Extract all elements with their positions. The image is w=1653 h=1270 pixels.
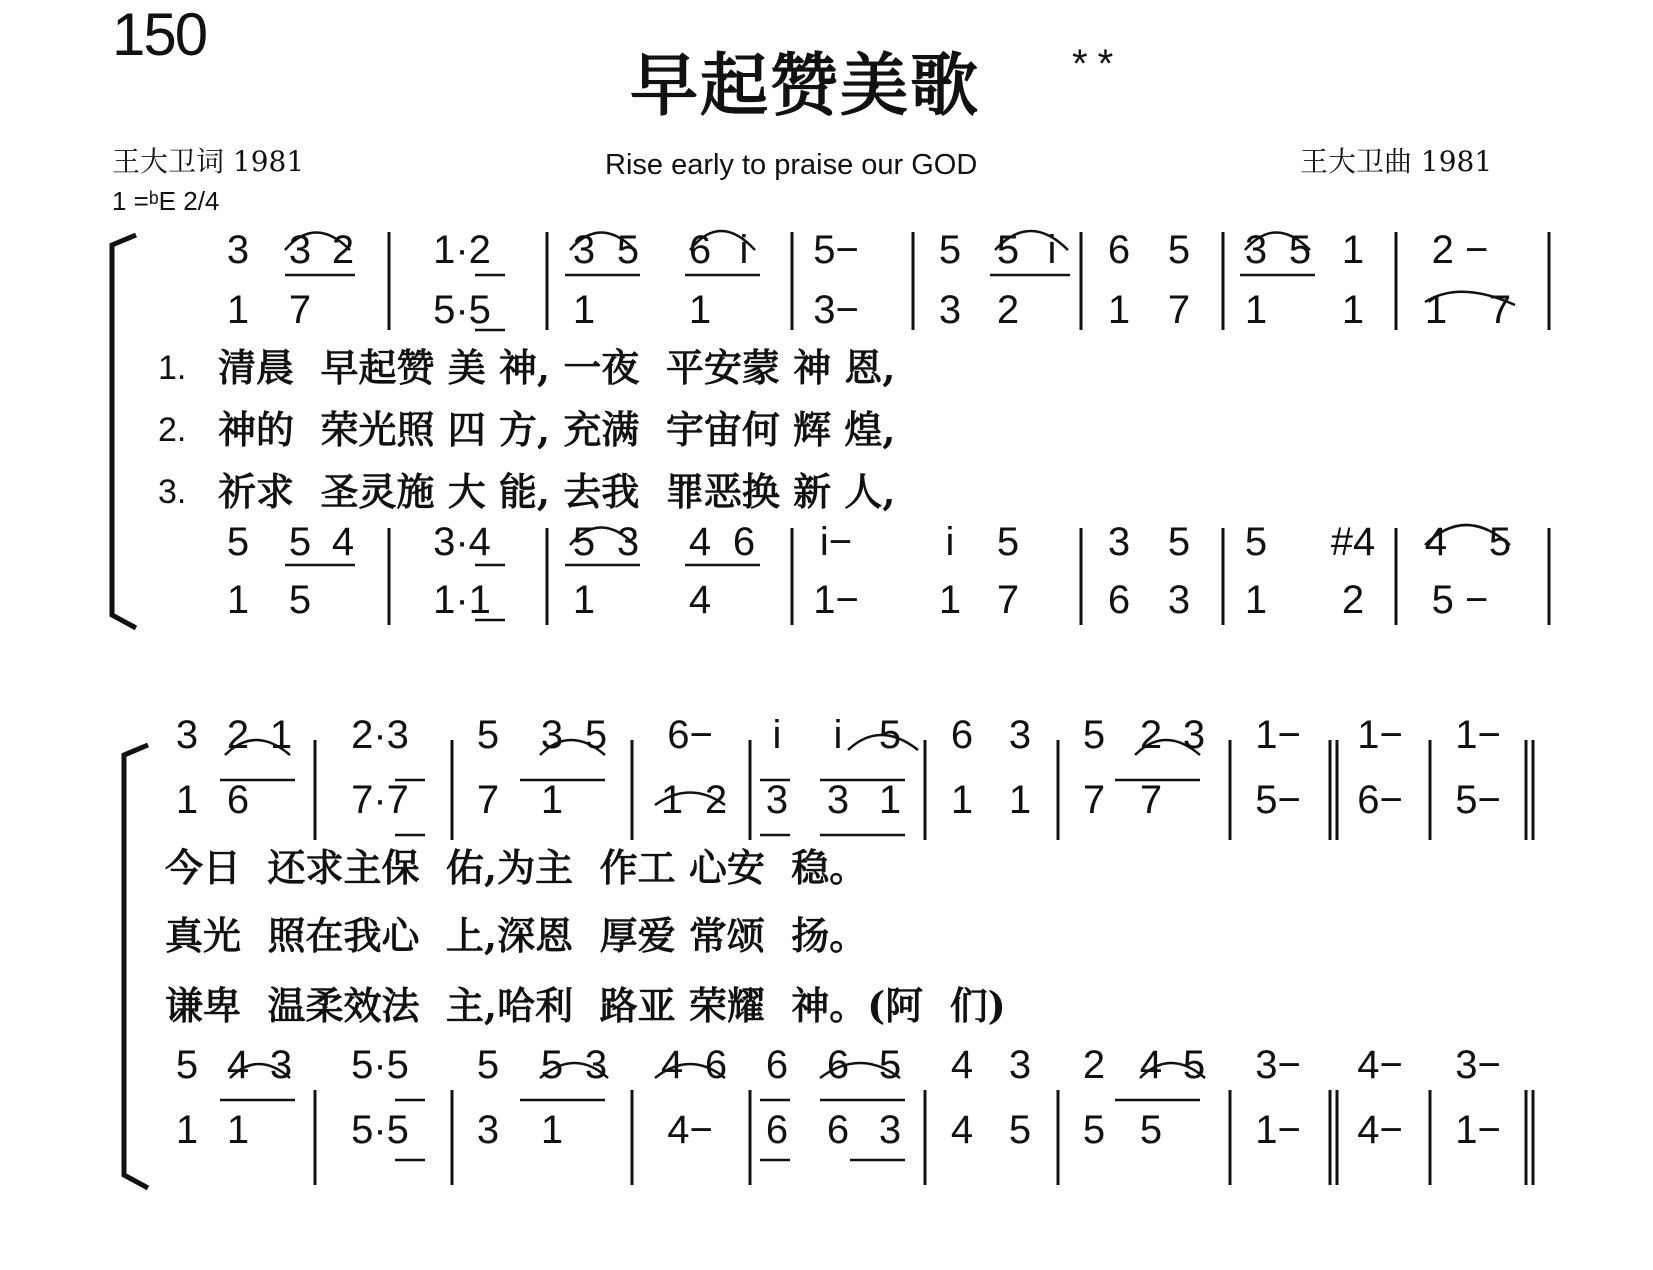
note: 3 (572, 228, 596, 272)
difficulty-stars: ** (1072, 42, 1124, 86)
note: 4 (660, 1043, 684, 1087)
note: 1·2 (433, 228, 491, 272)
verse-line: 今日 还求主保 佑,为主 作工 心安 稳。 (165, 845, 868, 890)
note: 4 (950, 1043, 974, 1087)
note: 7 (1139, 778, 1163, 822)
note: 3 (288, 228, 312, 272)
note: 5 (996, 520, 1020, 564)
note: 1− (1357, 713, 1403, 757)
composer-credit: 王大卫曲 1981 (1300, 145, 1493, 178)
note: 7 (1082, 778, 1106, 822)
english-subtitle: Rise early to praise our GOD (605, 149, 978, 181)
note: 5 (540, 1043, 564, 1087)
note: 5 (1488, 520, 1512, 564)
note: 1 (1008, 778, 1032, 822)
note: 2 (1139, 713, 1163, 757)
note: 1 (1244, 288, 1268, 332)
note: 3− (1455, 1043, 1501, 1087)
note: 5 (288, 520, 312, 564)
note: 5 (476, 713, 500, 757)
note: 6 (826, 1108, 850, 1152)
note: 3 (226, 228, 250, 272)
note: 5 (1244, 520, 1268, 564)
note: 3 (1008, 713, 1032, 757)
note: 5 (1167, 228, 1191, 272)
note: 5 (226, 520, 250, 564)
note: 4 (1424, 520, 1448, 564)
note: 6 (732, 520, 756, 564)
note: 1 (1424, 288, 1448, 332)
note: 6 (704, 1043, 728, 1087)
note: 2 − (1431, 228, 1489, 272)
note: 3 (1167, 578, 1191, 622)
note: 1 (175, 1108, 199, 1152)
note: 1 (878, 778, 902, 822)
note: 3 (269, 1043, 293, 1087)
note: 1 (1107, 288, 1131, 332)
note: 6 (950, 713, 974, 757)
note: 6 (765, 1043, 789, 1087)
note: 7 (1488, 288, 1512, 332)
hymn-number: 150 (112, 1, 207, 68)
note: 3 (1107, 520, 1131, 564)
note: 1 (660, 778, 684, 822)
verse-line: 神的 荣光照 四 方, 充满 宇宙何 辉 煌, (218, 407, 896, 452)
note: 5 (288, 578, 312, 622)
note: #4 (1330, 520, 1376, 564)
key-time-signature: 1 =ᵇE 2/4 (112, 186, 220, 216)
note: 1·1 (433, 578, 491, 622)
note: 7 (288, 288, 312, 332)
note: 1 (226, 578, 250, 622)
note: i (739, 228, 749, 272)
note: i (772, 713, 782, 757)
note: 1 (1341, 228, 1365, 272)
note: 2 (704, 778, 728, 822)
note: 3− (1255, 1043, 1301, 1087)
note: 7 (1167, 288, 1191, 332)
note: 1 (540, 778, 564, 822)
note: 3·4 (433, 520, 491, 564)
note: 1− (1455, 1108, 1501, 1152)
note: 5 (878, 1043, 902, 1087)
note: 1 (938, 578, 962, 622)
note: 4− (1357, 1108, 1403, 1152)
note: 1 (572, 288, 596, 332)
note: 1 (1341, 288, 1365, 332)
note: 5 (1082, 713, 1106, 757)
note: 5− (1255, 778, 1301, 822)
note: 4 (331, 520, 355, 564)
note: 6− (667, 713, 713, 757)
note: 3 (175, 713, 199, 757)
verse-line: 谦卑 温柔效法 主,哈利 路亚 荣耀 神。(阿 们) (165, 983, 1006, 1028)
note: 5 (1082, 1108, 1106, 1152)
note: 3 (765, 778, 789, 822)
note: 5·5 (351, 1043, 409, 1087)
note: 3 (540, 713, 564, 757)
verse-line: 祈求 圣灵施 大 能, 去我 罪恶换 新 人, (218, 469, 896, 514)
note: 5 (175, 1043, 199, 1087)
note: 2 (226, 713, 250, 757)
note: 1 (950, 778, 974, 822)
note: 5 (1288, 228, 1312, 272)
verse-line: 真光 照在我心 上,深恩 厚爱 常颂 扬。 (165, 913, 868, 958)
note: 3 (826, 778, 850, 822)
note: i (945, 520, 955, 564)
note: 5 (1167, 520, 1191, 564)
note: 1 (688, 288, 712, 332)
note: i (1047, 228, 1057, 272)
verse-number: 1. (158, 349, 187, 387)
note: 5 (1182, 1043, 1206, 1087)
note: 2·3 (351, 713, 409, 757)
note: 4− (667, 1108, 713, 1152)
note: 6 (765, 1108, 789, 1152)
note: i (833, 713, 843, 757)
note: 5 (1139, 1108, 1163, 1152)
note: 1− (1455, 713, 1501, 757)
note: 3 (1008, 1043, 1032, 1087)
verse-line: 清晨 早起赞 美 神, 一夜 平安蒙 神 恩, (218, 345, 896, 390)
note: 2 (1082, 1043, 1106, 1087)
note: 5 (996, 228, 1020, 272)
note: 5 (584, 713, 608, 757)
note: 4 (688, 578, 712, 622)
note: 7 (996, 578, 1020, 622)
note: 6 (1107, 578, 1131, 622)
note: 5 (1008, 1108, 1032, 1152)
note: 5 (476, 1043, 500, 1087)
note: 1 (1244, 578, 1268, 622)
note: 5 (572, 520, 596, 564)
note: 3 (616, 520, 640, 564)
hymn-title: 早起赞美歌 (630, 46, 981, 126)
note: 3 (584, 1043, 608, 1087)
note: 1− (1255, 1108, 1301, 1152)
note: 5 (616, 228, 640, 272)
note: 3− (813, 288, 859, 332)
note: 1 (572, 578, 596, 622)
note: 3 (476, 1108, 500, 1152)
lyricist-credit: 王大卫词 1981 (112, 145, 305, 178)
note: 1 (269, 713, 293, 757)
note: 4 (226, 1043, 250, 1087)
note: 4− (1357, 1043, 1403, 1087)
note: i− (819, 520, 853, 564)
note: 2 (331, 228, 355, 272)
note: 2 (1341, 578, 1365, 622)
note: 6 (688, 228, 712, 272)
note: 1− (1255, 713, 1301, 757)
note: 7·7 (351, 778, 409, 822)
note: 5− (1455, 778, 1501, 822)
note: 5 − (1431, 578, 1489, 622)
note: 6 (226, 778, 250, 822)
note: 5− (813, 228, 859, 272)
note: 3 (1182, 713, 1206, 757)
note: 3 (938, 288, 962, 332)
note: 5 (878, 713, 902, 757)
verse-number: 2. (158, 411, 187, 449)
note: 6 (826, 1043, 850, 1087)
note: 1 (226, 288, 250, 332)
note: 5·5 (433, 288, 491, 332)
note: 6 (1107, 228, 1131, 272)
note: 1 (175, 778, 199, 822)
note: 4 (688, 520, 712, 564)
note: 5 (938, 228, 962, 272)
note: 2 (996, 288, 1020, 332)
note: 3 (1244, 228, 1268, 272)
verse-number: 3. (158, 473, 187, 511)
note: 4 (950, 1108, 974, 1152)
note: 4 (1139, 1043, 1163, 1087)
note: 7 (476, 778, 500, 822)
note: 5·5 (351, 1108, 409, 1152)
note: 1− (813, 578, 859, 622)
note: 3 (878, 1108, 902, 1152)
note: 6− (1357, 778, 1403, 822)
note: 1 (540, 1108, 564, 1152)
note: 1 (226, 1108, 250, 1152)
